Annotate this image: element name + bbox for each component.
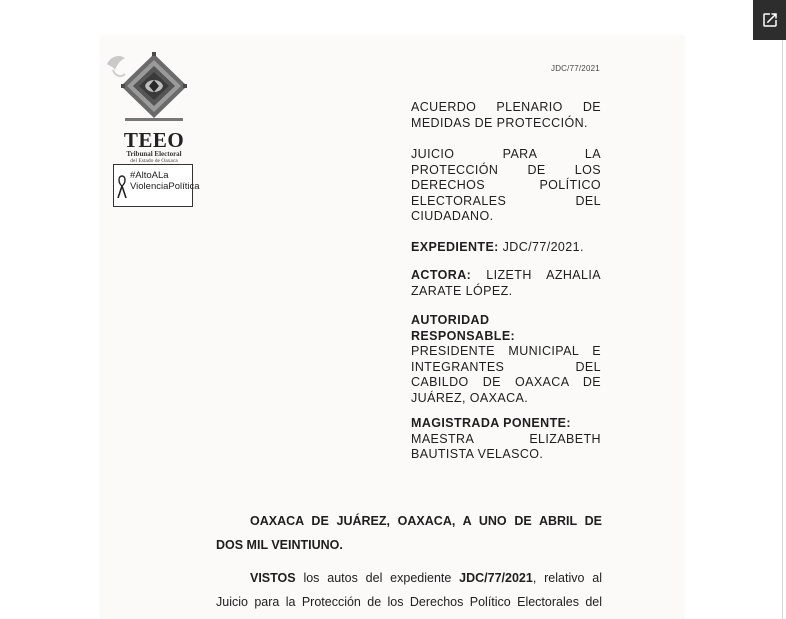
juicio-line3: DERECHOS POLÍTICO xyxy=(411,178,601,192)
magistrada-field xyxy=(411,416,601,463)
juicio-block xyxy=(411,147,601,225)
actora-field xyxy=(411,268,601,299)
actora-label: ACTORA: xyxy=(411,268,472,282)
awareness-ribbon-icon xyxy=(117,174,127,200)
heading-line2: MEDIDAS DE PROTECCIÓN. xyxy=(411,115,588,130)
open-external-button[interactable] xyxy=(753,0,786,40)
heading-line1: ACUERDO PLENARIO DE xyxy=(411,100,601,114)
viewer-divider xyxy=(782,0,783,619)
hashtag-badge xyxy=(113,164,200,207)
magistrada-value-line2: BAUTISTA VELASCO. xyxy=(411,447,544,461)
place-date xyxy=(216,514,602,553)
autoridad-field xyxy=(411,313,601,406)
vistos-bold-ref: JDC/77/2021 xyxy=(459,571,533,585)
place-date-line2: DOS MIL VEINTIUNO. xyxy=(216,538,343,552)
autoridad-value-line2: INTEGRANTES DEL xyxy=(411,359,601,374)
expediente-field xyxy=(411,240,601,256)
autoridad-value-line1: PRESIDENTE MUNICIPAL E xyxy=(411,344,601,358)
juicio-line1: JUICIO PARA LA xyxy=(411,147,601,161)
juicio-line2: PROTECCIÓN DE LOS xyxy=(411,162,601,177)
autoridad-label-line1: AUTORIDAD xyxy=(411,313,490,327)
open-in-new-icon xyxy=(761,11,779,29)
logo-name-line2: del Estado de Oaxaca xyxy=(130,158,178,164)
hashtag-line1: #AltoALa xyxy=(130,170,169,181)
logo-acronym: TEEO xyxy=(123,128,185,152)
vistos-line2: Juicio para la Protección de los Derechos Político Electorales del xyxy=(216,595,602,609)
vistos-paragraph xyxy=(216,571,602,610)
hashtag-line2: ViolenciaPolítica xyxy=(130,181,200,192)
vistos-bold-start: VISTOS xyxy=(250,571,296,585)
vistos-text2: , relativo al xyxy=(532,571,602,585)
expediente-label: EXPEDIENTE: xyxy=(411,240,499,254)
expediente-value: JDC/77/2021. xyxy=(502,240,584,254)
actora-value-line1: LIZETH AZHALIA xyxy=(486,268,602,282)
actora-value-line2: ZARATE LÓPEZ. xyxy=(411,283,513,298)
page-reference: JDC/77/2021 xyxy=(551,64,600,73)
document-page xyxy=(101,36,684,619)
juicio-line4: ELECTORALES DEL xyxy=(411,193,601,208)
autoridad-label-line2: RESPONSABLE: xyxy=(411,328,516,343)
juicio-line5: CIUDADANO. xyxy=(411,209,494,223)
autoridad-value-line4: JUÁREZ, OAXACA. xyxy=(411,390,529,405)
teeo-logo xyxy=(101,46,201,206)
magistrada-label: MAGISTRADA PONENTE: xyxy=(411,416,571,430)
vistos-text1: los autos del expediente xyxy=(295,571,460,585)
place-date-line1: OAXACA DE JUÁREZ, OAXACA, A UNO DE ABRIL DE xyxy=(250,514,602,528)
magistrada-value-line1: MAESTRA ELIZABETH xyxy=(411,431,601,446)
autoridad-value-line3: CABILDO DE OAXACA DE xyxy=(411,375,601,389)
logo-name-line1: Tribunal Electoral xyxy=(126,150,182,158)
agreement-heading xyxy=(411,100,601,131)
